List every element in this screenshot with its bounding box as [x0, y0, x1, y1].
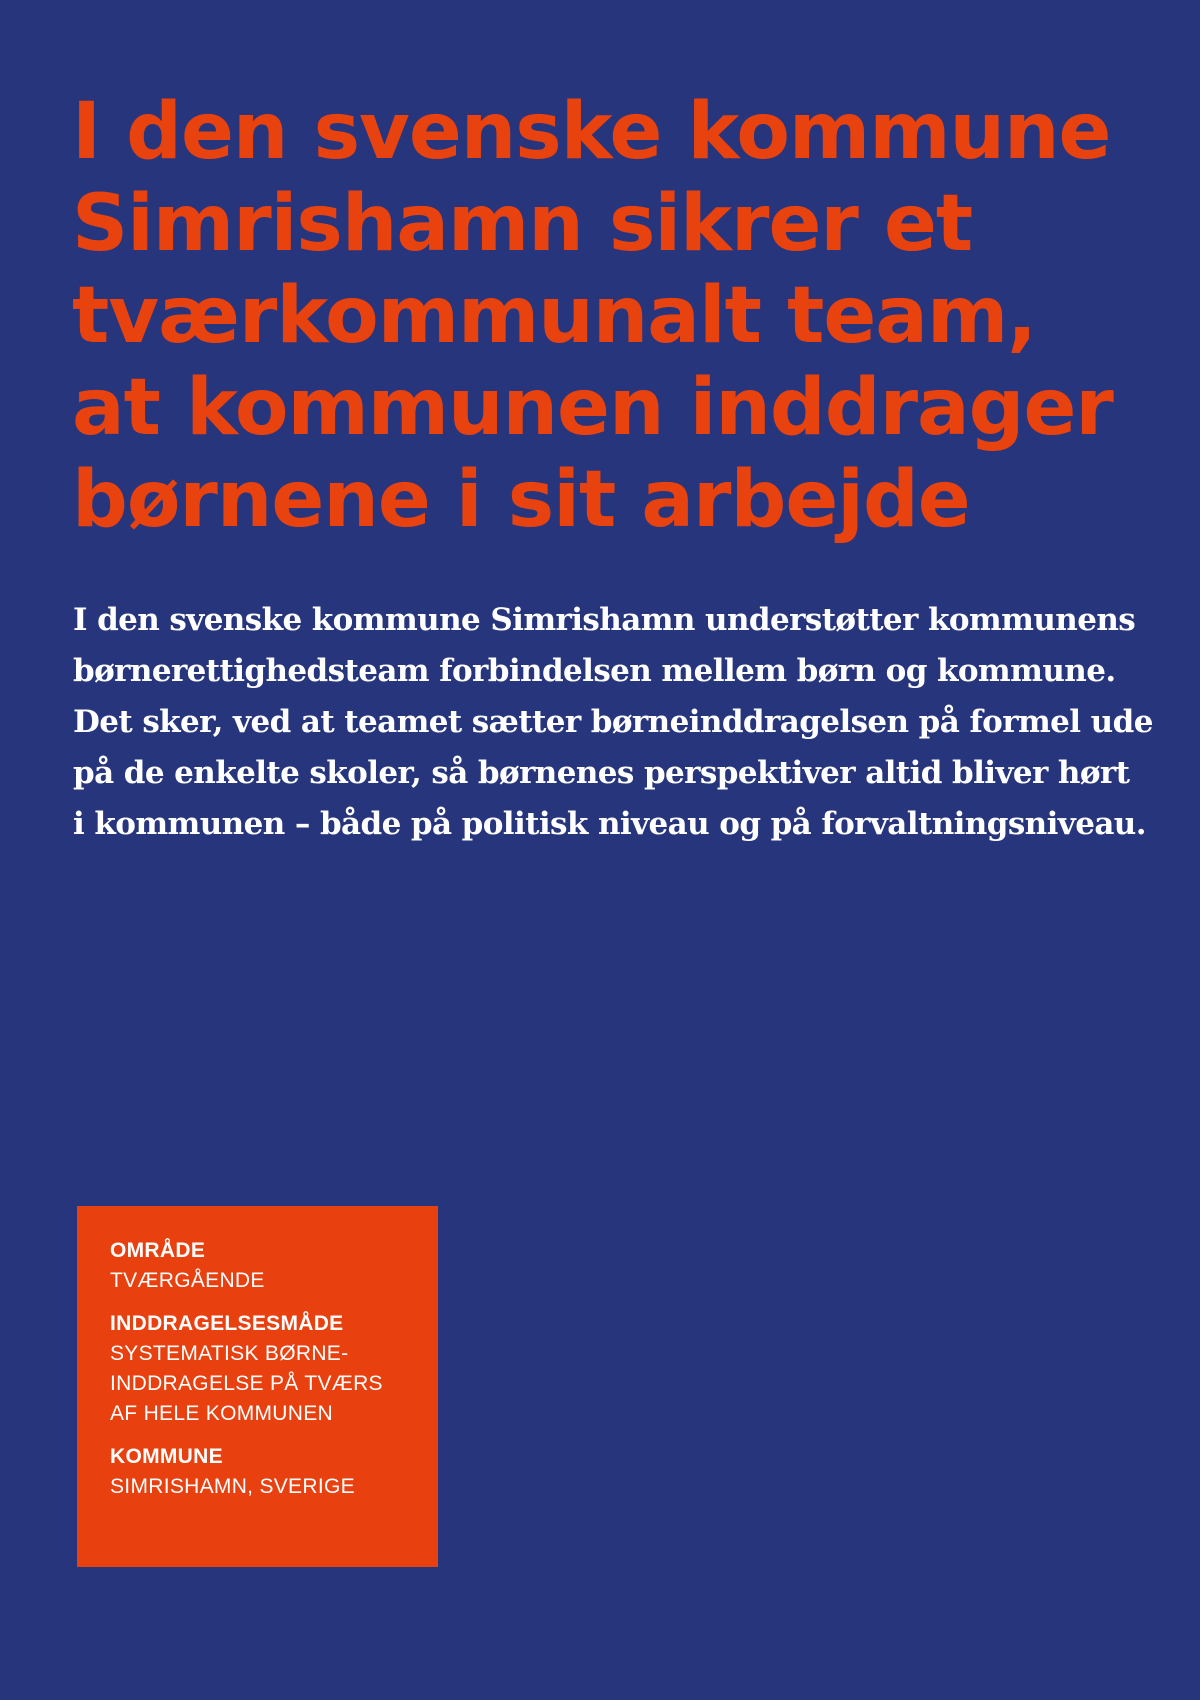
headline-line: børnene i sit arbejde [72, 455, 970, 545]
headline [72, 86, 1162, 546]
headline-line: at kommunen inddrager [72, 363, 1113, 453]
lead-paragraph [73, 595, 1183, 850]
lead-line: på de enkelte skoler, så børnenes perspektiver altid bliver hørt [73, 755, 1130, 791]
info-value-line: INDDRAGELSE PÅ TVÆRS [110, 1372, 383, 1395]
info-value-area [110, 1266, 418, 1296]
lead-line: I den svenske kommune Simrishamn understøtter kommunens [73, 602, 1136, 638]
info-group-method [110, 1309, 418, 1429]
info-group-area [110, 1236, 418, 1296]
info-value-line: AF HELE KOMMUNEN [110, 1402, 333, 1425]
info-value-method [110, 1339, 418, 1429]
lead-line: i kommunen – både på politisk niveau og på forvaltningsniveau. [73, 806, 1146, 842]
headline-line: Simrishamn sikrer et [72, 179, 973, 269]
lead-line: Det sker, ved at teamet sætter børneinddragelsen på formel ude [73, 704, 1153, 740]
info-group-municipality [110, 1442, 418, 1502]
info-box [77, 1206, 438, 1567]
headline-line: tværkommunalt team, [72, 271, 1036, 361]
info-label-municipality: KOMMUNE [110, 1445, 223, 1468]
headline-line: I den svenske kommune [72, 87, 1111, 177]
info-value-line: SYSTEMATISK BØRNE- [110, 1342, 349, 1365]
lead-line: børnerettighedsteam forbindelsen mellem børn og kommune. [73, 653, 1116, 689]
info-label-method: INDDRAGELSESMÅDE [110, 1312, 344, 1335]
info-value-line: TVÆRGÅENDE [110, 1269, 265, 1292]
info-label-area: OMRÅDE [110, 1239, 206, 1262]
info-value-municipality [110, 1472, 418, 1502]
info-value-line: SIMRISHAMN, SVERIGE [110, 1475, 355, 1498]
